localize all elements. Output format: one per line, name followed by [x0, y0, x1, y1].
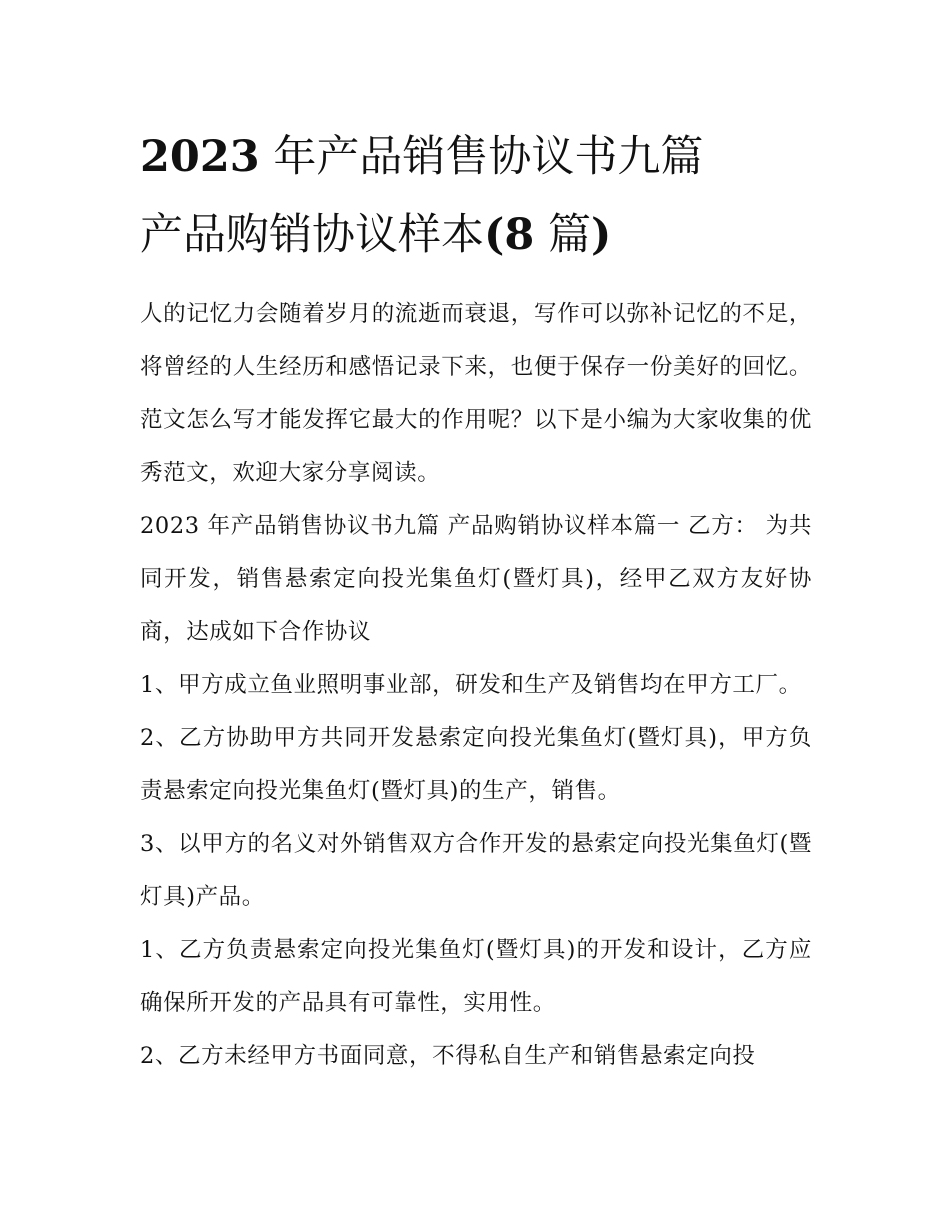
agreement-preamble: 2023 年产品销售协议书九篇 产品购销协议样本篇一 乙方： 为共同开发，销售悬索定向投光集鱼灯(暨灯具)，经甲乙双方友好协商，达成如下合作协议 — [140, 513, 812, 645]
subtitle-unit: 篇 — [547, 210, 591, 260]
subtitle-count: (8 — [484, 210, 535, 260]
clause-b-1: 1、乙方负责悬索定向投光集鱼灯(暨灯具)的开发和设计，乙方应确保所开发的产品具有可靠性，实用性。 — [140, 937, 812, 1016]
document-page — [140, 118, 812, 1083]
document-subtitle — [140, 196, 812, 274]
title-text: 年产品销售协议书九篇 — [273, 132, 704, 182]
subtitle-close: ) — [590, 210, 612, 260]
document-title — [140, 118, 812, 196]
clause-a-2: 2、乙方协助甲方共同开发悬索定向投光集鱼灯(暨灯具)，甲方负责悬索定向投光集鱼灯(暨灯具)的生产，销售。 — [140, 725, 812, 804]
clause-b-2: 2、乙方未经甲方书面同意，不得私自生产和销售悬索定向投 — [140, 1043, 756, 1069]
subtitle-text: 产品购销协议样本 — [140, 210, 484, 260]
title-year: 2023 — [140, 132, 260, 182]
clause-a-3: 3、以甲方的名义对外销售双方合作开发的悬索定向投光集鱼灯(暨灯具)产品。 — [140, 831, 812, 910]
intro-paragraph: 人的记忆力会随着岁月的流逝而衰退，写作可以弥补记忆的不足，将曾经的人生经历和感悟记录下来，也便于保存一份美好的回忆。范文怎么写才能发挥它最大的作用呢？以下是小编为大家收集的优秀范文，欢迎大家分享阅读。 — [140, 301, 812, 486]
clause-a-1: 1、甲方成立鱼业照明事业部，研发和生产及销售均在甲方工厂。 — [140, 672, 802, 698]
